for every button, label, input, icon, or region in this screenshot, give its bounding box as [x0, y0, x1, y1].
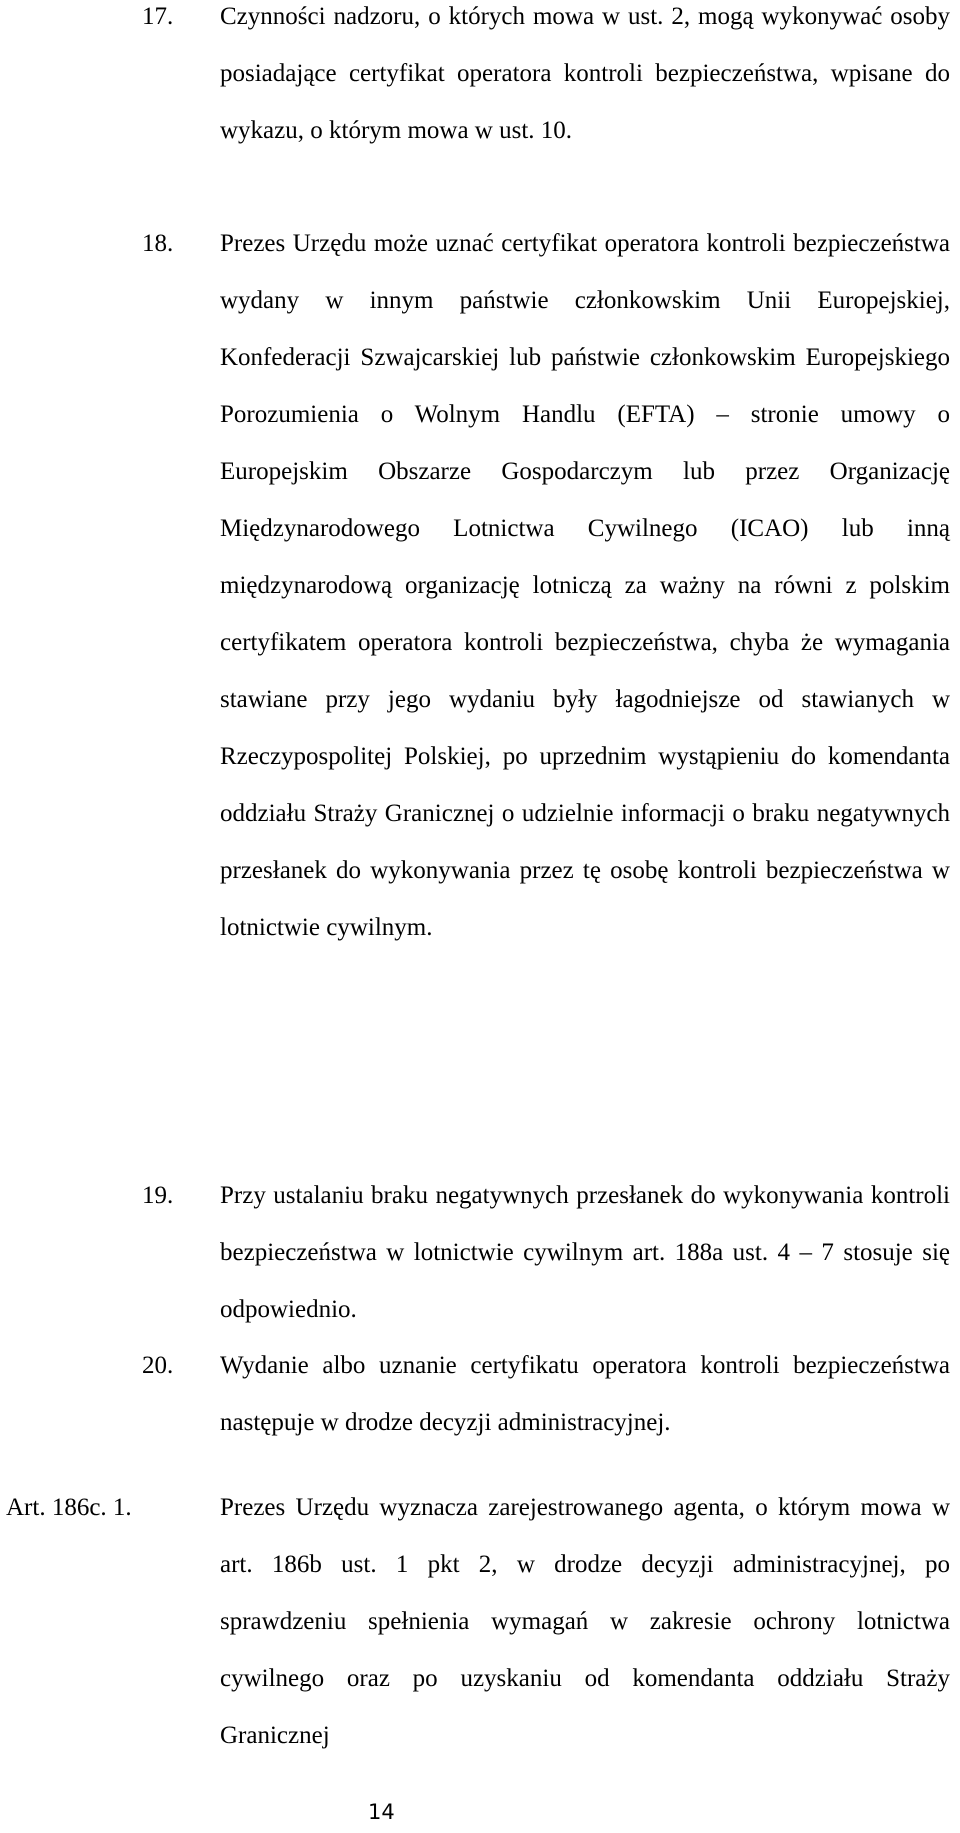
page-number: 14 [368, 1800, 395, 1824]
paragraph-text: Czynności nadzoru, o których mowa w ust. 2, mogą wykonywać osoby posiadające certyfikat operatora kontroli bezpieczeństwa, wpisane do wykazu, o którym mowa w ust. 10. [220, 3, 950, 144]
paragraph-text: Prezes Urzędu może uznać certyfikat operatora kontroli bezpieczeństwa wydany w innym państwie członkowskim Unii Europejskiej, Konfederacji Szwajcarskiej lub państwie członkowskim Europejskiego Porozumienia o Wolnym Handlu (EFTA) – stronie umowy o Europejskim Obszarze Gospodarczym lub przez Organizację Międzynarodowego Lotnictwa Cywilnego (ICAO) lub inną międzynarodową organizację lotniczą za ważny na równi z polskim certyfikatem operatora kontroli bezpieczeństwa, chyba że wymagania stawiane przy jego wydaniu były łagodniejsze od stawianych w Rzeczypospolitej Polskiej, po uprzednim wystąpieniu do komendanta oddziału Straży Granicznej o udzielnie informacji o braku negatywnych przesłanek do wykonywania przez tę osobę kontroli bezpieczeństwa w lotnictwie cywilnym. [220, 230, 950, 941]
paragraph-number: 19. [142, 1182, 174, 1209]
paragraph-text: Przy ustalaniu braku negatywnych przesłanek do wykonywania kontroli bezpieczeństwa w lotnictwie cywilnym art. 188a ust. 4 – 7 stosuje się odpowiednio. [220, 1182, 950, 1323]
paragraph-number: 17. [142, 3, 174, 30]
paragraph-number: 20. [142, 1352, 174, 1379]
article-number: Art. 186c. 1. [6, 1494, 132, 1521]
paragraph-text: Prezes Urzędu wyznacza zarejestrowanego agenta, o którym mowa w art. 186b ust. 1 pkt 2, w drodze decyzji administracyjnej, po sprawdzeniu spełnienia wymagań w zakresie ochrony lotnictwa cywilnego oraz po uzyskaniu od komendanta oddziału Straży Granicznej [220, 1494, 950, 1749]
paragraph-text: Wydanie albo uznanie certyfikatu operatora kontroli bezpieczeństwa następuje w drodze decyzji administracyjnej. [220, 1352, 950, 1436]
paragraph-number: 18. [142, 230, 174, 257]
